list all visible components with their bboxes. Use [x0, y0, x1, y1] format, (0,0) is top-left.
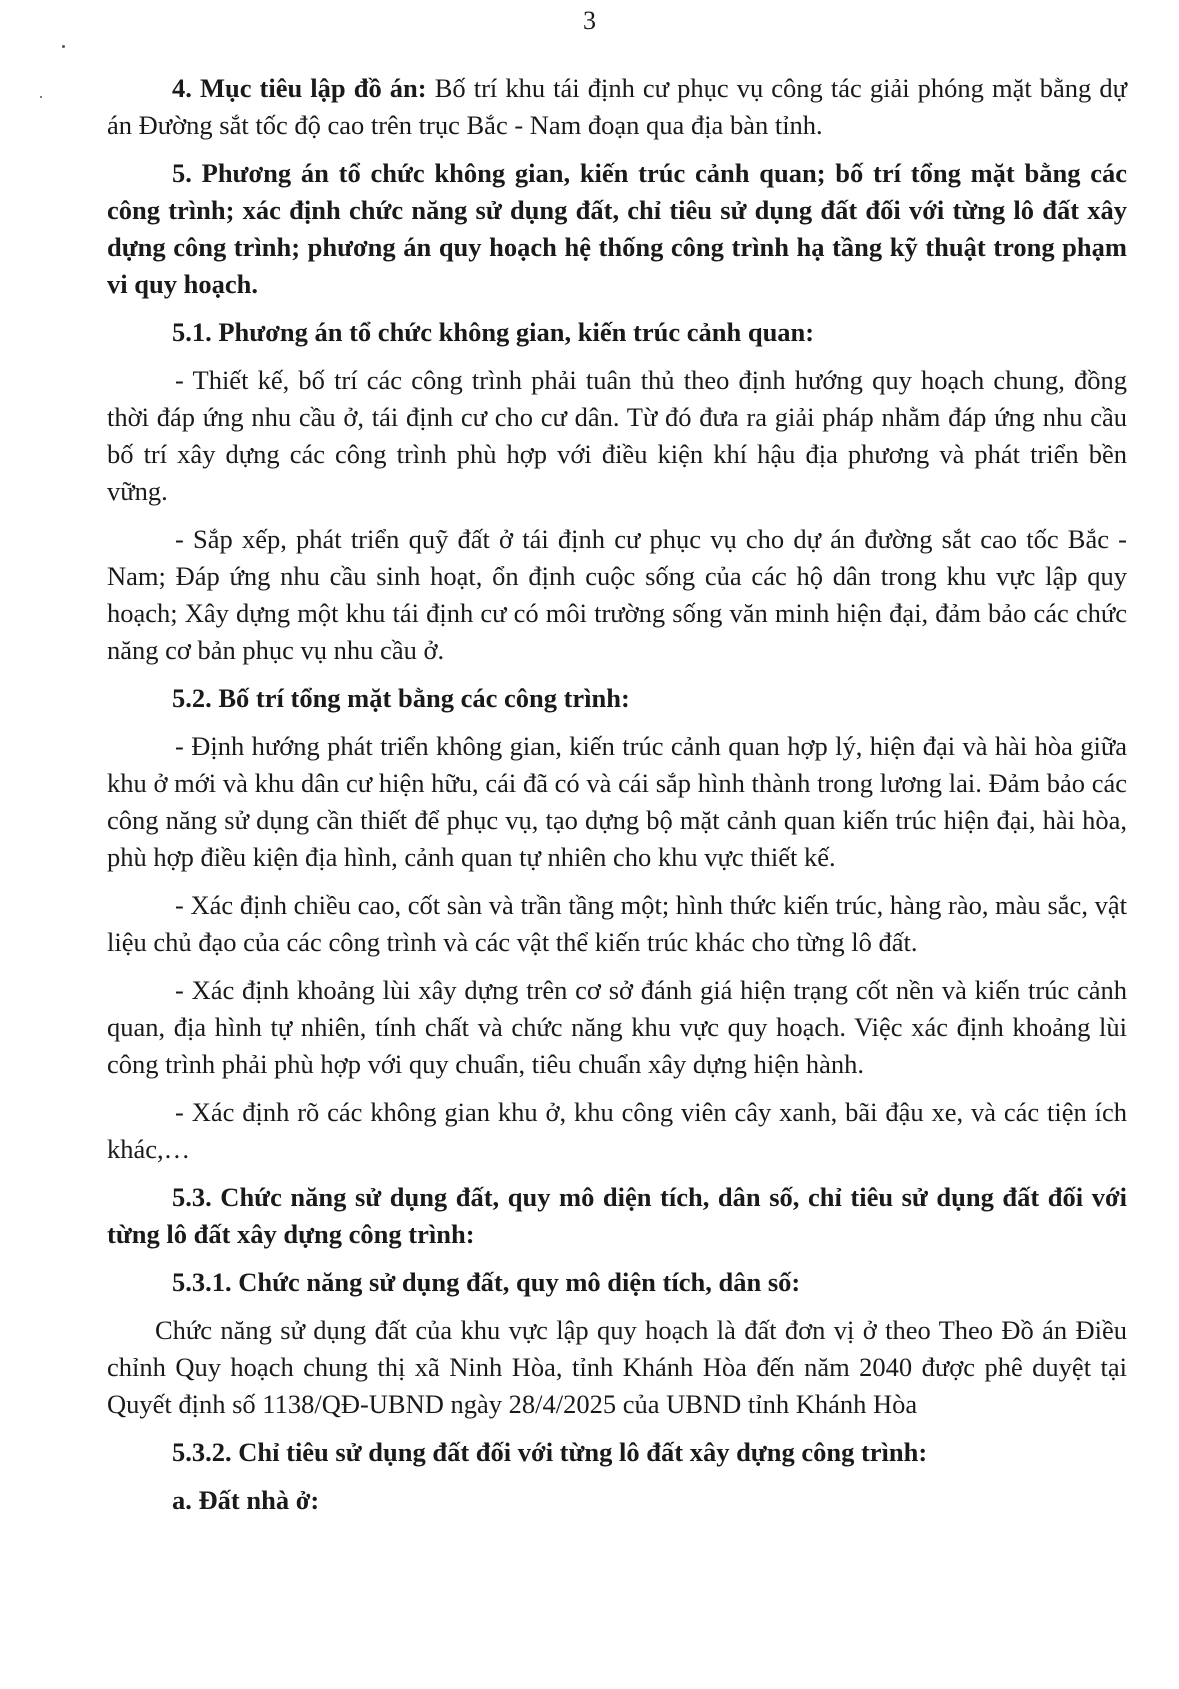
document-body [107, 70, 1127, 1530]
section-5-1-paragraph: - Sắp xếp, phát triển quỹ đất ở tái định cư phục vụ cho dự án đường sắt cao tốc Bắc - Nam; Đáp ứng nhu cầu sinh hoạt, ổn định cuộc sống của các hộ dân trong khu vực lập quy hoạch; Xây dựng một khu tái định cư có môi trường sống văn minh hiện đại, đảm bảo các chức năng cơ bản phục vụ nhu cầu ở. [107, 524, 1127, 665]
section-5-1-heading: 5.1. Phương án tổ chức không gian, kiến trúc cảnh quan: [172, 317, 815, 347]
scan-speck [40, 96, 42, 98]
page-number: 3 [583, 6, 596, 35]
section-5-3-2-heading: 5.3.2. Chỉ tiêu sử dụng đất đối với từng lô đất xây dựng công trình: [172, 1437, 928, 1467]
section-5-3-1-paragraph: Chức năng sử dụng đất của khu vực lập quy hoạch là đất đơn vị ở theo Theo Đồ án Điều chỉnh Quy hoạch chung thị xã Ninh Hòa, tỉnh Khánh Hòa đến năm 2040 được phê duyệt tại Quyết định số 1138/QĐ-UBND ngày 28/4/2025 của UBND tỉnh Khánh Hòa [107, 1315, 1127, 1419]
section-5-2-paragraph: - Xác định chiều cao, cốt sàn và trần tầng một; hình thức kiến trúc, hàng rào, màu sắc, vật liệu chủ đạo của các công trình và các vật thể kiến trúc khác cho từng lô đất. [107, 890, 1127, 957]
section-4-text: Bố trí khu tái định cư phục vụ công tác giải phóng mặt bằng dự án Đường sắt tốc độ cao trên trục Bắc - Nam đoạn qua địa bàn tỉnh. [107, 73, 1127, 140]
scan-speck [62, 45, 65, 48]
section-a-heading: a. Đất nhà ở: [172, 1485, 320, 1515]
section-5-heading: 5. Phương án tổ chức không gian, kiến trúc cảnh quan; bố trí tổng mặt bằng các công trình; xác định chức năng sử dụng đất, chỉ tiêu sử dụng đất đối với từng lô đất xây dựng công trình; phương án quy hoạch hệ thống công trình hạ tầng kỹ thuật trong phạm vi quy hoạch. [107, 158, 1127, 299]
section-5-2-paragraph: - Định hướng phát triển không gian, kiến trúc cảnh quan hợp lý, hiện đại và hài hòa giữa khu ở mới và khu dân cư hiện hữu, cái đã có và cái sắp hình thành trong lương lai. Đảm bảo các công năng sử dụng cần thiết để phục vụ, tạo dựng bộ mặt cảnh quan kiến trúc hiện đại, hài hòa, phù hợp điều kiện địa hình, cảnh quan tự nhiên cho khu vực thiết kế. [107, 731, 1127, 872]
section-5-2-heading: 5.2. Bố trí tổng mặt bằng các công trình: [172, 683, 630, 713]
section-5-2-paragraph: - Xác định khoảng lùi xây dựng trên cơ sở đánh giá hiện trạng cốt nền và kiến trúc cảnh quan, địa hình tự nhiên, tính chất và chức năng khu vực quy hoạch. Việc xác định khoảng lùi công trình phải phù hợp với quy chuẩn, tiêu chuẩn xây dựng hiện hành. [107, 975, 1127, 1079]
section-5-2-paragraph: - Xác định rõ các không gian khu ở, khu công viên cây xanh, bãi đậu xe, và các tiện ích khác,… [107, 1097, 1127, 1164]
section-5-3-1-heading: 5.3.1. Chức năng sử dụng đất, quy mô diện tích, dân số: [172, 1267, 801, 1297]
section-4-label: 4. Mục tiêu lập đồ án: [172, 73, 427, 103]
section-4 [107, 70, 1127, 144]
section-5-3-heading: 5.3. Chức năng sử dụng đất, quy mô diện tích, dân số, chỉ tiêu sử dụng đất đối với từng lô đất xây dựng công trình: [107, 1182, 1127, 1249]
section-5-1-paragraph: - Thiết kế, bố trí các công trình phải tuân thủ theo định hướng quy hoạch chung, đồng thời đáp ứng nhu cầu ở, tái định cư cho cư dân. Từ đó đưa ra giải pháp nhằm đáp ứng nhu cầu bố trí xây dựng các công trình phù hợp với điều kiện khí hậu địa phương và phát triển bền vững. [107, 365, 1127, 506]
